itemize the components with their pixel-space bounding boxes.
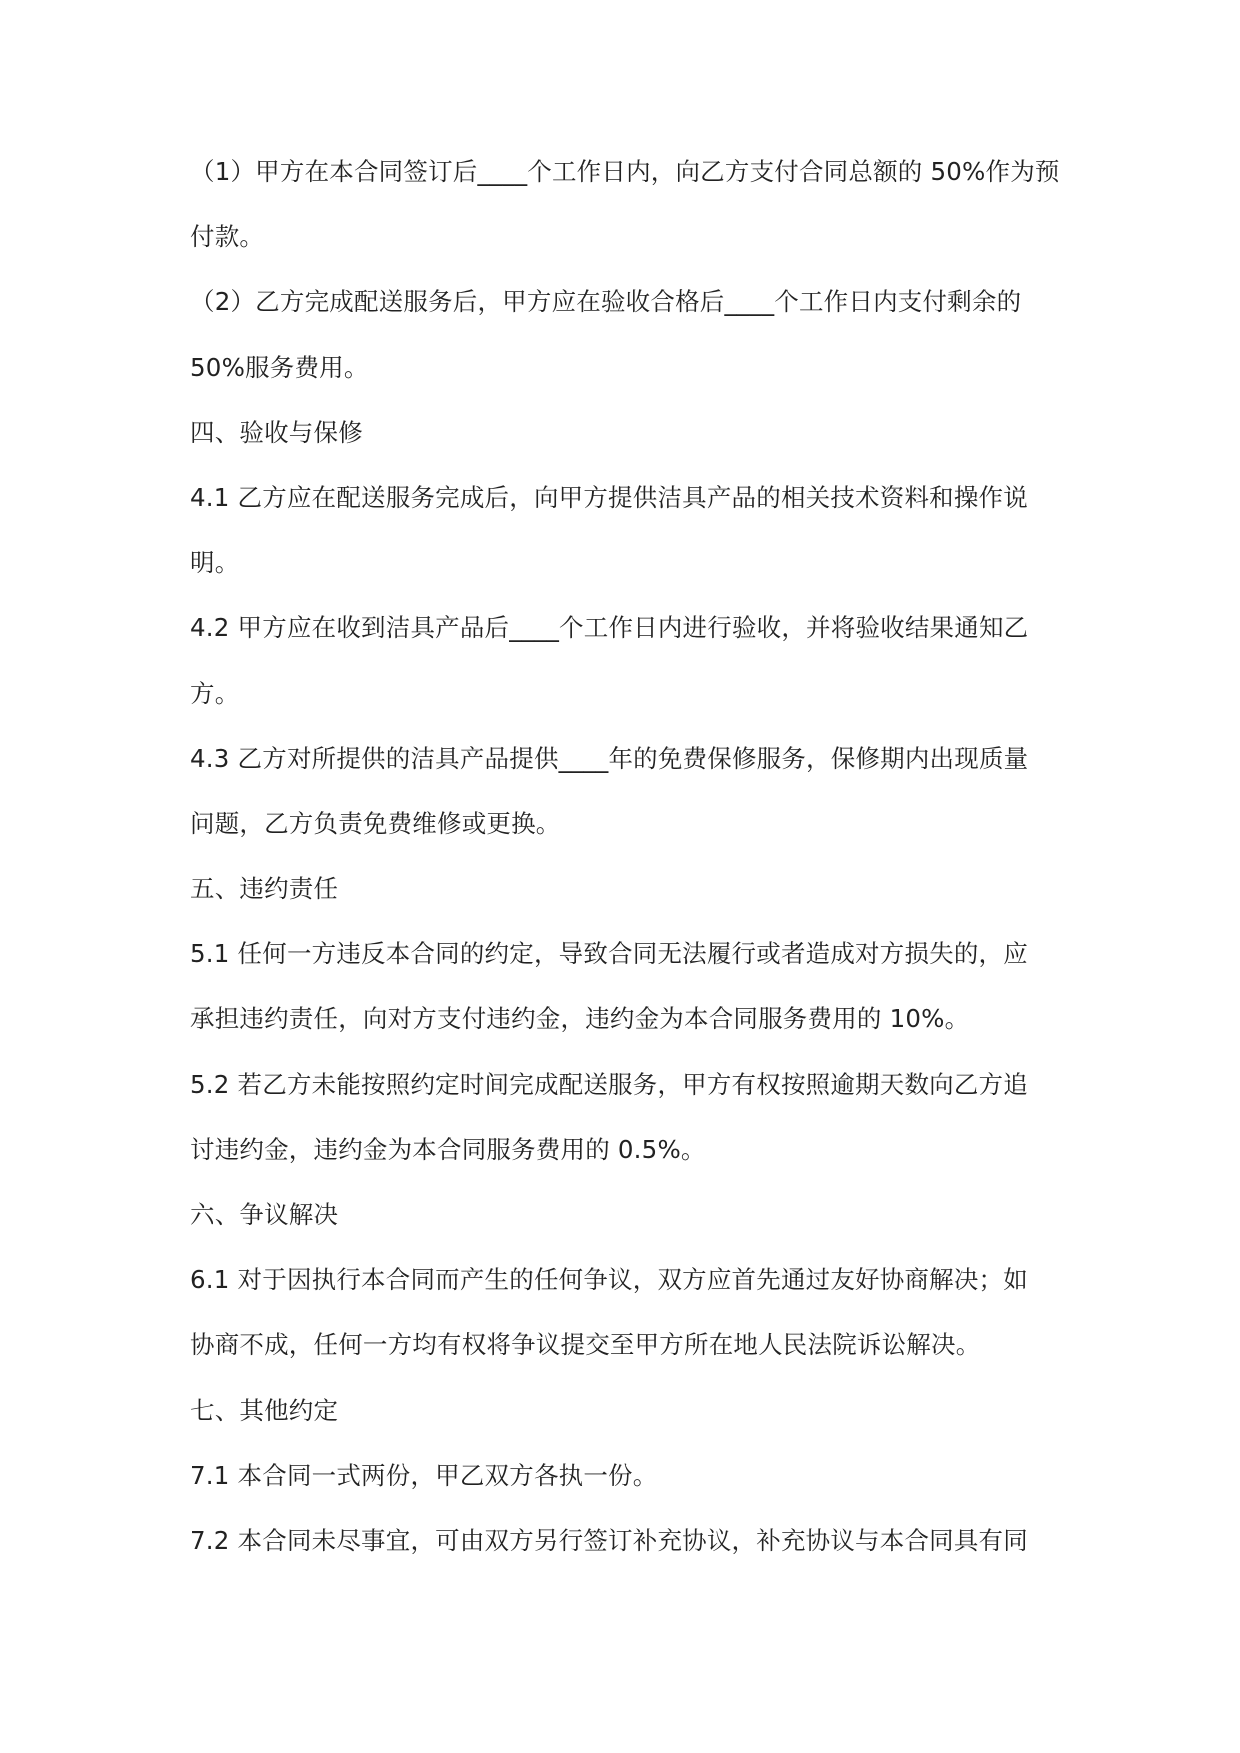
clause-7-1-line-1: 7.1 本合同一式两份，甲乙双方各执一份。: [190, 1460, 658, 1490]
payment-clause-1-line-1: （1）甲方在本合同签订后____个工作日内，向乙方支付合同总额的 50%作为预: [190, 157, 1060, 186]
clause-4-2-line-2: 方。: [190, 678, 240, 708]
clause-5-2-line-2: 讨违约金，违约金为本合同服务费用的 0.5%。: [190, 1134, 706, 1164]
section-heading-acceptance: 四、验收与保修: [190, 417, 363, 447]
clause-4-3-line-1: 4.3 乙方对所提供的洁具产品提供____年的免费保修服务，保修期内出现质量: [190, 743, 1029, 773]
clause-4-2-line-1: 4.2 甲方应在收到洁具产品后____个工作日内进行验收，并将验收结果通知乙: [190, 613, 1029, 643]
clause-4-3-line-2: 问题，乙方负责免费维修或更换。: [190, 808, 561, 838]
payment-clause-2-line-1: （2）乙方完成配送服务后，甲方应在验收合格后____个工作日内支付剩余的: [190, 287, 1022, 317]
contract-text: [190, 155, 1070, 1589]
clause-4-1-line-1: 4.1 乙方应在配送服务完成后，向甲方提供洁具产品的相关技术资料和操作说: [190, 482, 1028, 512]
clause-6-1-line-1: 6.1 对于因执行本合同而产生的任何争议，双方应首先通过友好协商解决；如: [190, 1265, 1028, 1295]
section-heading-breach: 五、违约责任: [190, 874, 339, 904]
payment-clause-2-line-2: 50%服务费用。: [190, 352, 369, 382]
section-heading-dispute: 六、争议解决: [190, 1200, 339, 1229]
section-heading-other: 七、其他约定: [190, 1395, 339, 1425]
clause-5-1-line-2: 承担违约责任，向对方支付违约金，违约金为本合同服务费用的 10%。: [190, 1004, 970, 1034]
clause-6-1-line-2: 协商不成，任何一方均有权将争议提交至甲方所在地人民法院诉讼解决。: [190, 1330, 981, 1360]
clause-5-1-line-1: 5.1 任何一方违反本合同的约定，导致合同无法履行或者造成对方损失的，应: [190, 939, 1028, 969]
clause-5-2-line-1: 5.2 若乙方未能按照约定时间完成配送服务，甲方有权按照逾期天数向乙方追: [190, 1069, 1028, 1099]
clause-7-2-line-1: 7.2 本合同未尽事宜，可由双方另行签订补充协议，补充协议与本合同具有同: [190, 1525, 1028, 1555]
payment-clause-1-line-2: 付款。: [190, 222, 265, 252]
clause-4-1-line-2: 明。: [190, 548, 240, 578]
